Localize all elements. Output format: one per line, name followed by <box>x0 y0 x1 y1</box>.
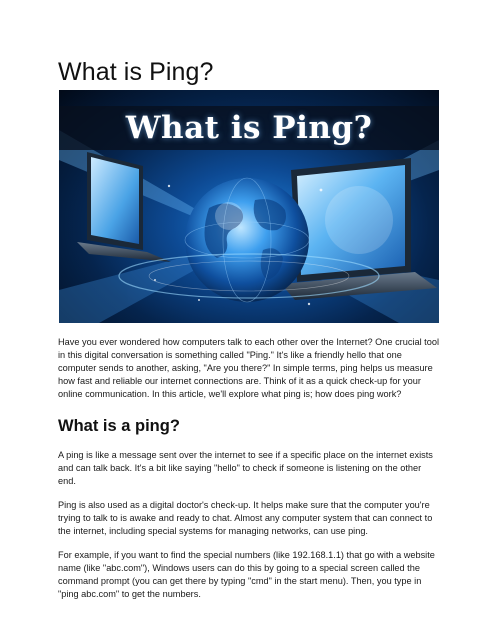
body-paragraph: For example, if you want to find the special numbers (like 192.168.1.1) that go with a website name (like "abc.com"), Windows users can do this by going to a special screen called the command prompt (you can get there by typing "cmd" in the start menu). Then, you type in "ping abc.com" to get the numbers. <box>58 550 435 599</box>
intro-paragraph: Have you ever wondered how computers talk to each other over the Internet? One crucial tool in this digital conversation is something called "Ping." It's like a friendly hello that one computer sends to another, asking, "Are you there?" In simple terms, ping helps us measure how fast and reliable our internet connections are. Think of it as a quick check-up for your online communication. In this article, we'll explore what ping is; how does ping work? <box>58 337 439 399</box>
section-heading: What is a ping? <box>58 417 180 435</box>
left-laptop <box>77 152 171 262</box>
page-title: What is Ping? <box>58 58 214 86</box>
hero-title: What is Ping? <box>125 110 373 146</box>
body-paragraph: A ping is like a message sent over the internet to see if a specific place on the internet exists and can talk back. It's a bit like saying "hello" to check if someone is listening on the other end. <box>58 450 433 486</box>
article-body <box>58 336 440 601</box>
body-paragraph: Ping is also used as a digital doctor's check-up. It helps make sure that the computer you're trying to talk to is awake and ready to chat. Almost any computer system that can connect to the internet, including special systems for managing networks, can use ping. <box>58 500 433 536</box>
globe <box>185 178 309 302</box>
hero-image <box>59 90 439 323</box>
